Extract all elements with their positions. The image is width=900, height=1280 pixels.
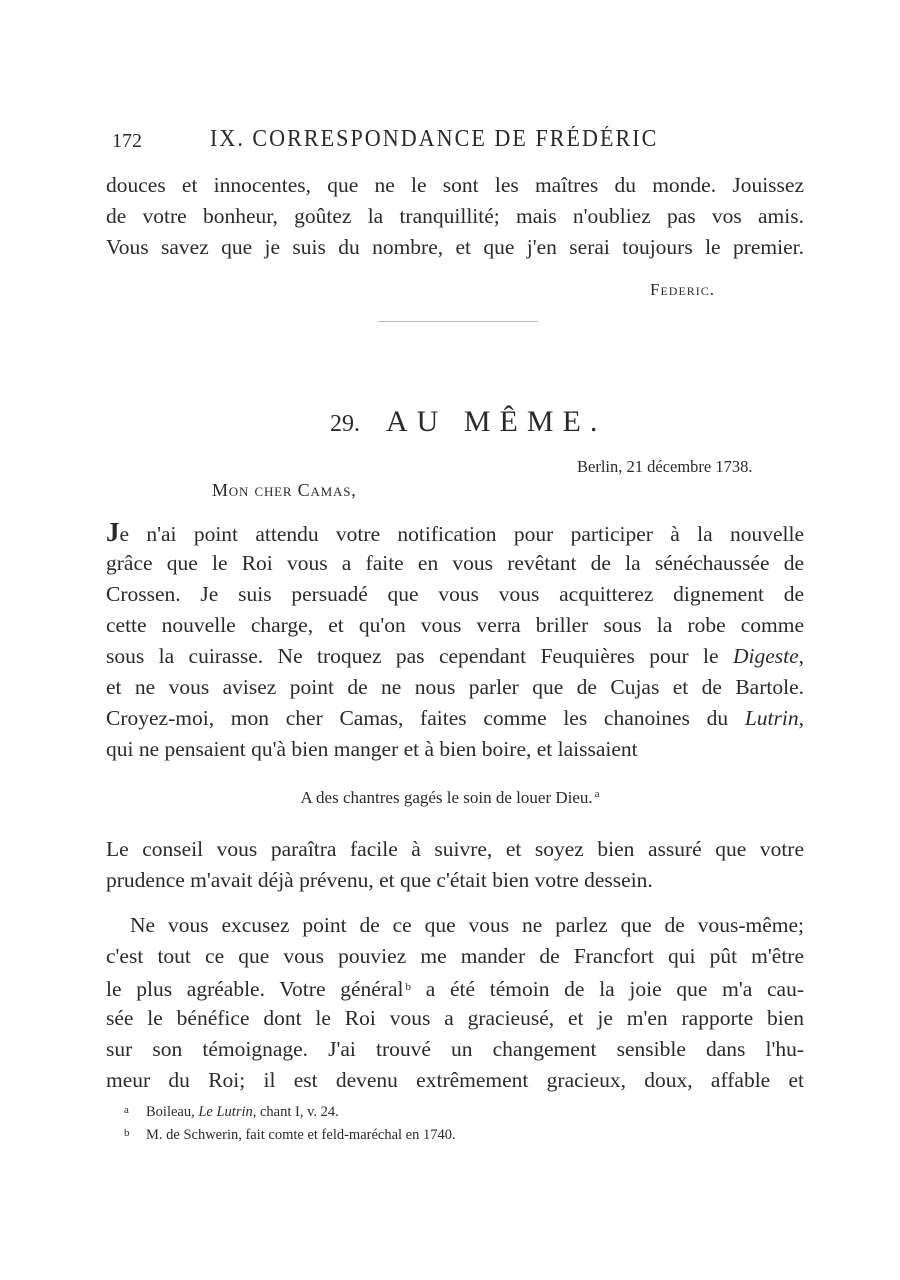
dateline: Berlin, 21 décembre 1738. — [577, 457, 753, 476]
footnote-b — [124, 1123, 456, 1146]
letter-number: 29. — [330, 411, 360, 437]
text-line — [106, 641, 804, 672]
previous-letter-ending — [106, 170, 804, 263]
text-span: e n'ai point attendu votre notification pour participer à la nouvelle — [119, 522, 804, 546]
page-number: 172 — [112, 130, 142, 152]
quote-text: A des chantres gagés le soin de louer Dieu. — [300, 788, 593, 807]
salutation: Mon cher Camas, — [212, 480, 357, 500]
text-line: Le conseil vous paraîtra facile à suivre, et soyez bien assuré que votre — [106, 837, 804, 861]
italic-title-lutrin: Lutrin — [744, 706, 799, 730]
italic-title-digeste: Digeste — [732, 644, 799, 668]
letter-title — [330, 405, 606, 439]
text-line: Vous savez que je suis du nombre, et que j'en serai toujours le premier. — [106, 235, 804, 259]
text-line: de votre bonheur, goûtez la tranquillité; mais n'oubliez pas vos amis. — [106, 204, 804, 228]
text-line: Ne vous excusez point de ce que vous ne parlez que de vous-même; — [130, 913, 804, 937]
text-line: prudence m'avait déjà prévenu, et que c'était bien votre dessein. — [106, 868, 653, 892]
text-span: le plus agréable. Votre général — [106, 977, 404, 1001]
text-line: sur son témoignage. J'ai trouvé un changement sensible dans l'hu- — [106, 1037, 804, 1061]
footnote-ref-b[interactable]: b — [405, 981, 411, 993]
text-line: Crossen. Je suis persuadé que vous vous acquitterez dignement de — [106, 582, 804, 606]
footnote-marker: a — [124, 1104, 129, 1116]
footnotes — [124, 1100, 456, 1146]
footnote-a — [124, 1100, 456, 1123]
running-head-title: IX. CORRESPONDANCE DE FRÉDÉRIC — [210, 126, 659, 152]
paragraph-3 — [106, 910, 804, 1096]
text-line: et ne vous avisez point de ne nous parler que de Cujas et de Bartole. — [106, 675, 804, 699]
text-line: meur du Roi; il est devenu extrêmement gracieux, doux, affable et — [106, 1068, 804, 1092]
text-span: , — [798, 706, 804, 730]
text-line: grâce que le Roi vous a faite en vous revêtant de la sénéchaussée de — [106, 551, 804, 575]
footnote-text: , chant I, v. 24. — [252, 1104, 339, 1120]
text-span: sous la cuirasse. Ne troquez pas cependant Feuquières pour le — [106, 644, 733, 668]
drop-cap: J — [106, 517, 120, 547]
text-line: c'est tout ce que vous pouviez me mander de Francfort qui pût m'être — [106, 944, 804, 968]
text-span: a été témoin de la joie que m'a cau- — [410, 977, 805, 1001]
text-line — [106, 972, 804, 1003]
text-line: cette nouvelle charge, et qu'on vous verra briller sous la robe comme — [106, 613, 804, 637]
footnote-italic-title: Le Lutrin — [198, 1104, 253, 1120]
section-divider — [378, 321, 538, 322]
footnote-ref-a[interactable]: a — [594, 788, 600, 800]
text-span: Croyez-moi, mon cher Camas, faites comme les chanoines du — [106, 706, 745, 730]
paragraph-2 — [106, 834, 804, 896]
signature: Federic. — [650, 280, 716, 299]
running-head — [112, 126, 712, 156]
footnote-text: Boileau, — [146, 1104, 199, 1120]
paragraph-1 — [106, 517, 804, 765]
verse-quotation — [0, 788, 900, 808]
text-line: qui ne pensaient qu'à bien manger et à bien boire, et laissaient — [106, 737, 638, 761]
letter-heading: AU MÊME. — [386, 405, 607, 438]
text-line — [106, 703, 804, 734]
text-line — [106, 517, 804, 548]
footnote-text: M. de Schwerin, fait comte et feld-maréchal en 1740. — [146, 1127, 456, 1143]
text-line: sée le bénéfice dont le Roi vous a gracieusé, et je m'en rapporte bien — [106, 1006, 804, 1030]
footnote-marker: b — [124, 1127, 130, 1139]
text-span: , — [798, 644, 804, 668]
text-line: douces et innocentes, que ne le sont les maîtres du monde. Jouissez — [106, 173, 804, 197]
